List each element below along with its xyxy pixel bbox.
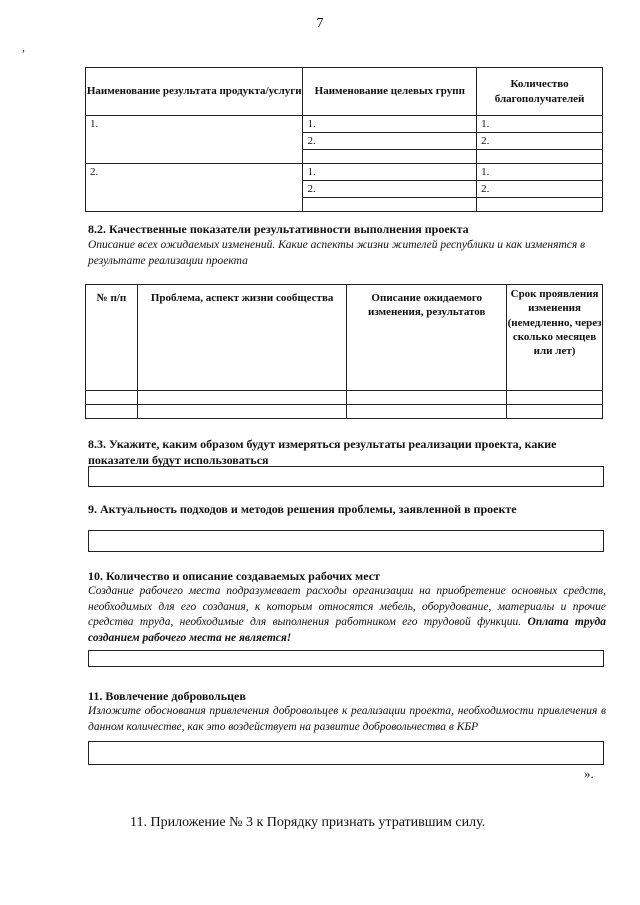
count-cell: 1. (477, 164, 603, 181)
table-cell (507, 391, 603, 405)
group-cell (303, 198, 477, 212)
section-11-description: Изложите обоснования привлечения добровольцев к реализации проекта, необходимости привлечения в данном количестве, как это воздействует на развитие добровольчества в КБР (88, 705, 606, 733)
section-10-answer-box[interactable] (88, 650, 604, 667)
result-row-label: 1. (86, 116, 303, 164)
count-cell (477, 198, 603, 212)
header-timeframe: Срок проявления изменения (немедленно, через сколько месяцев или лет) (507, 285, 603, 391)
group-cell: 1. (303, 164, 477, 181)
count-cell: 2. (477, 133, 603, 150)
section-11-answer-box[interactable] (88, 741, 604, 765)
table-cell (86, 405, 138, 419)
table-cell (137, 391, 347, 405)
table-cell (347, 405, 507, 419)
header-change-description: Описание ожидаемого изменения, результатов (347, 285, 507, 391)
header-target-groups: Наименование целевых групп (303, 68, 477, 116)
section-10-heading: 10. Количество и описание создаваемых рабочих мест (88, 569, 380, 583)
header-beneficiaries: Количество благополучателей (477, 68, 603, 116)
section-10-desc-text: Создание рабочего места подразумевает расходы организации на приобретение основных средств, необходимых для его создания, к которым относятся мебель, оборудование, материалы и прочие средства труда, необходимые для выполнения работником его трудовой функции. (88, 585, 606, 629)
section-10-description (88, 584, 606, 646)
page-number: 7 (316, 16, 324, 31)
closing-quote: ». (584, 766, 594, 781)
count-cell: 1. (477, 116, 603, 133)
section-8-3-heading: 8.3. Укажите, каким образом будут измеряться результаты реализации проекта, какие показатели будут использоваться (88, 437, 557, 468)
group-cell: 1. (303, 116, 477, 133)
header-number: № п/п (86, 285, 138, 391)
section-8-2-description: Описание всех ожидаемых изменений. Какие аспекты жизни жителей республики и как изменятся в результате реализации проекта (88, 239, 586, 267)
table-cell (86, 391, 138, 405)
header-result-name: Наименование результата продукта/услуги (86, 68, 303, 116)
count-cell (477, 150, 603, 164)
group-cell: 2. (303, 133, 477, 150)
table-cell (507, 405, 603, 419)
section-9-answer-box[interactable] (88, 530, 604, 552)
table-cell (137, 405, 347, 419)
group-cell (303, 150, 477, 164)
result-row-label: 2. (86, 164, 303, 212)
section-8-3-answer-box[interactable] (88, 466, 604, 487)
group-cell: 2. (303, 181, 477, 198)
qualitative-table (85, 284, 603, 419)
section-9-heading: 9. Актуальность подходов и методов решения проблемы, заявленной в проекте (88, 502, 517, 516)
table-cell (347, 391, 507, 405)
section-11-heading: 11. Вовлечение добровольцев (88, 689, 246, 703)
margin-mark: , (22, 40, 25, 54)
footer-note: 11. Приложение № 3 к Порядку признать утратившим силу. (130, 815, 486, 830)
count-cell: 2. (477, 181, 603, 198)
header-problem: Проблема, аспект жизни сообщества (137, 285, 347, 391)
section-10-desc-bold: Оплата труда созданием рабочего места не является! (88, 616, 606, 644)
results-table (85, 67, 603, 212)
section-8-2-heading: 8.2. Качественные показатели результативности выполнения проекта (88, 222, 469, 236)
